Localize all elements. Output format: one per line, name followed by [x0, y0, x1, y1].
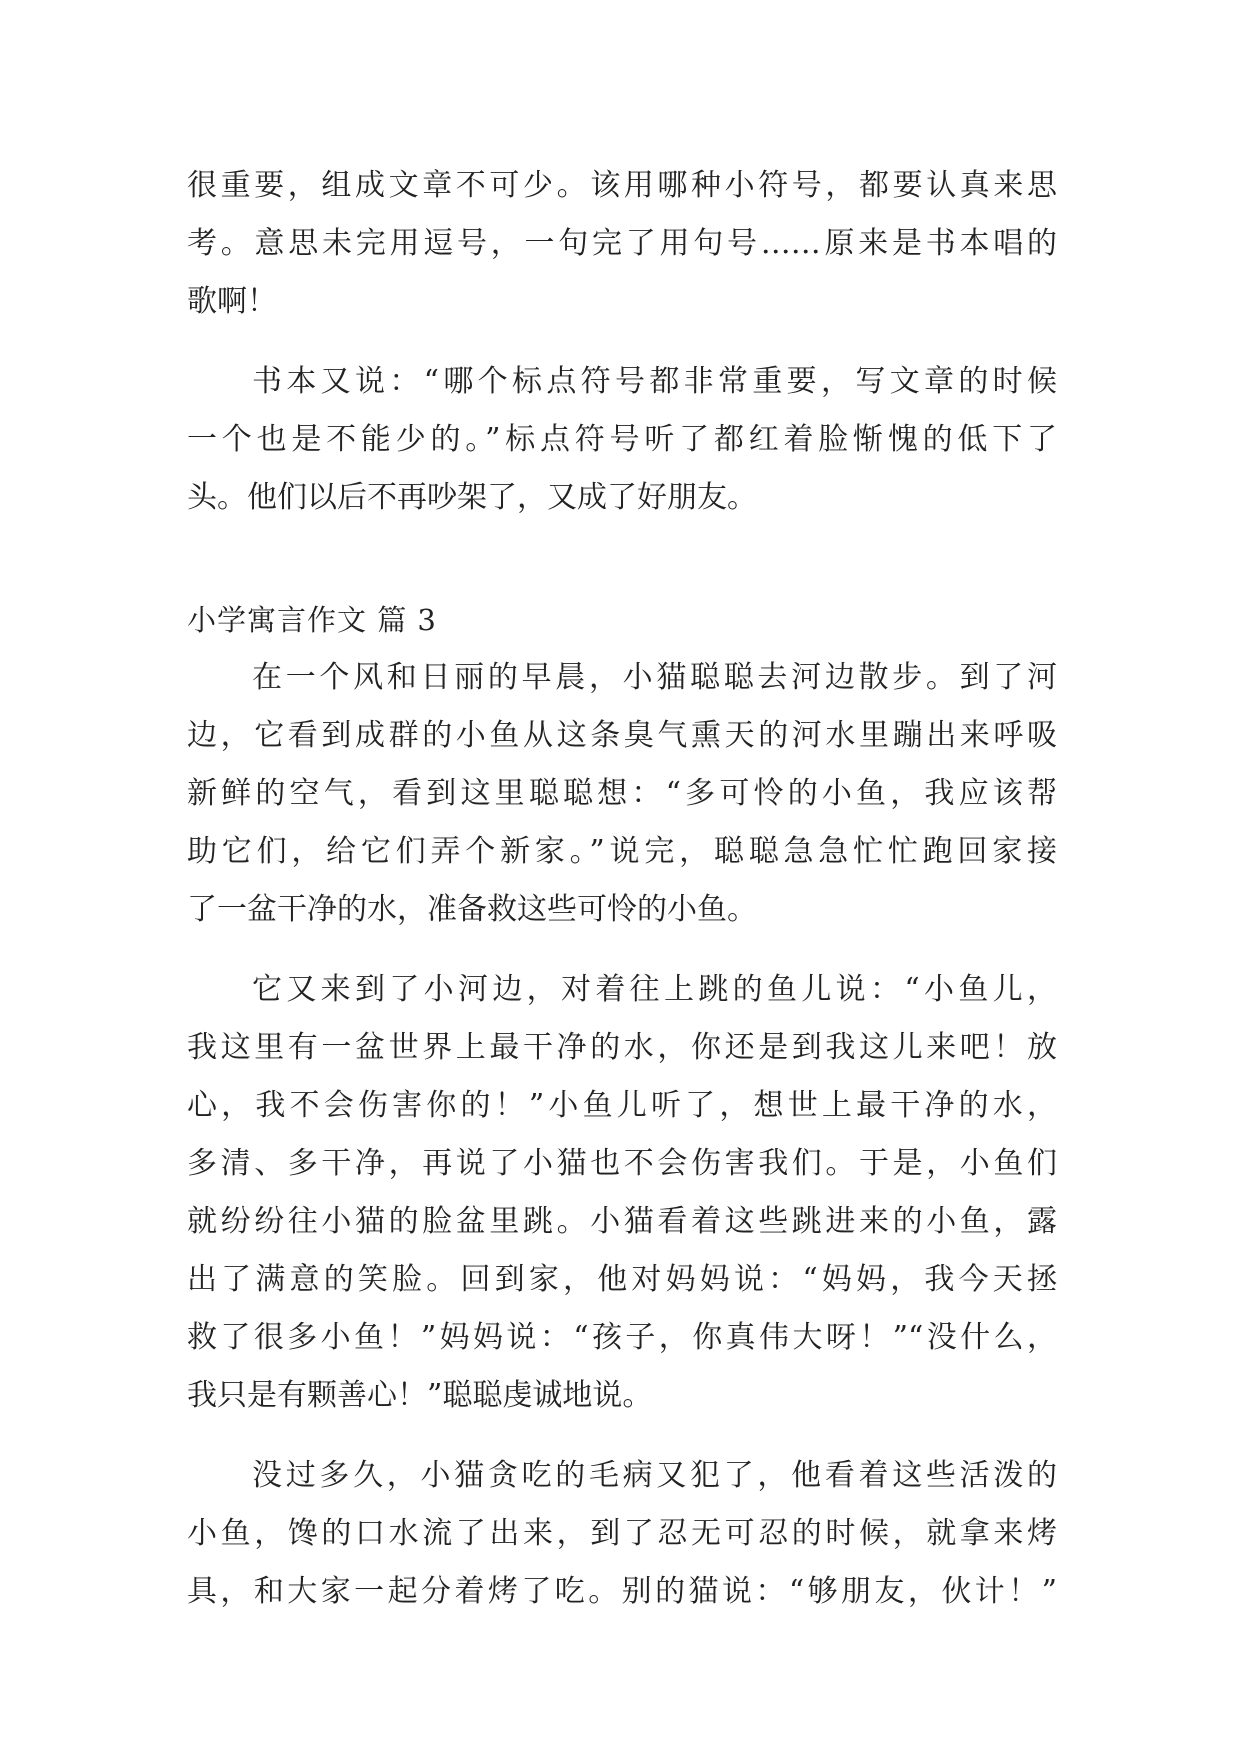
- text-line: 助它们，给它们弄个新家。”说完，聪聪急急忙忙跑回家接: [187, 834, 1057, 869]
- document-body: [187, 157, 1057, 1621]
- text-line: 多清、多干净，再说了小猫也不会伤害我们。于是，小鱼们: [187, 1146, 1057, 1181]
- text-line: 救了很多小鱼！”妈妈说：“孩子，你真伟大呀！”“没什么，: [187, 1320, 1057, 1355]
- paragraph-book-says: [187, 353, 1057, 527]
- paragraph-gap: [187, 331, 1057, 353]
- text-line: 边，它看到成群的小鱼从这条臭气熏天的河水里蹦出来呼吸: [187, 718, 1057, 753]
- section-heading: 小学寓言作文 篇 3: [187, 603, 437, 637]
- text-line: 出了满意的笑脸。回到家，他对妈妈说：“妈妈，我今天拯: [187, 1262, 1057, 1297]
- paragraph-gap: [187, 939, 1057, 961]
- text-line: 在一个风和日丽的早晨，小猫聪聪去河边散步。到了河: [252, 660, 1057, 695]
- text-line: 它又来到了小河边，对着往上跳的鱼儿说：“小鱼儿，: [252, 972, 1057, 1007]
- text-line: 具，和大家一起分着烤了吃。别的猫说：“够朋友，伙计！”: [187, 1574, 1057, 1609]
- text-line: 我这里有一盆世界上最干净的水，你还是到我这儿来吧！放: [187, 1030, 1057, 1065]
- text-line: 就纷纷往小猫的脸盆里跳。小猫看着这些跳进来的小鱼，露: [187, 1204, 1057, 1239]
- text-line: 书本又说：“哪个标点符号都非常重要，写文章的时候: [252, 364, 1057, 399]
- paragraph-gap: [187, 1425, 1057, 1447]
- text-line: 新鲜的空气，看到这里聪聪想：“多可怜的小鱼，我应该帮: [187, 776, 1057, 811]
- text-line: 小鱼，馋的口水流了出来，到了忍无可忍的时候，就拿来烤: [187, 1516, 1057, 1551]
- section-gap: [187, 527, 1057, 591]
- text-line: 了一盆干净的水，准备救这些可怜的小鱼。: [187, 892, 757, 927]
- paragraph-kitten-walk: [187, 649, 1057, 939]
- text-line: 歌啊！: [187, 284, 277, 319]
- text-line: 考。意思未完用逗号，一句完了用句号……原来是书本唱的: [187, 226, 1057, 261]
- text-line: 头。他们以后不再吵架了，又成了好朋友。: [187, 480, 757, 515]
- text-line: 一个也是不能少的。”标点符号听了都红着脸惭愧的低下了: [187, 422, 1057, 457]
- paragraph-river-rescue: [187, 961, 1057, 1425]
- paragraph-greedy-kitten: [187, 1447, 1057, 1621]
- text-line: 我只是有颗善心！”聪聪虔诚地说。: [187, 1378, 653, 1413]
- text-line: 没过多久，小猫贪吃的毛病又犯了，他看着这些活泼的: [252, 1458, 1057, 1493]
- paragraph-punctuation-song: [187, 157, 1057, 331]
- text-line: 很重要，组成文章不可少。该用哪种小符号，都要认真来思: [187, 168, 1057, 203]
- text-line: 心，我不会伤害你的！”小鱼儿听了，想世上最干净的水，: [187, 1088, 1057, 1123]
